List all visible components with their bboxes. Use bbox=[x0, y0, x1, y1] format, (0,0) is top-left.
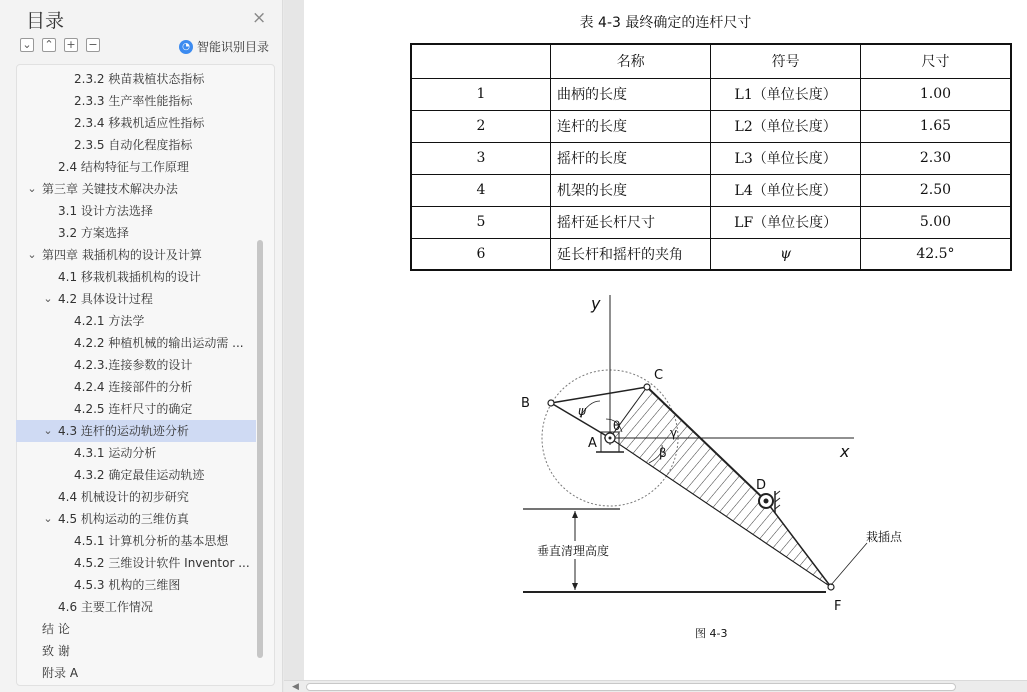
toc-item-label: 4.1 移栽机栽插机构的设计 bbox=[58, 270, 201, 284]
toc-item[interactable] bbox=[16, 178, 256, 200]
add-entry-icon[interactable]: + bbox=[64, 38, 78, 52]
table-row bbox=[411, 78, 1011, 110]
toc-item-label: 2.3.4 移栽机适应性指标 bbox=[74, 116, 205, 130]
toc-item[interactable] bbox=[16, 530, 256, 552]
toc-item-label: 3.1 设计方法选择 bbox=[58, 204, 153, 218]
toc-item[interactable] bbox=[16, 442, 256, 464]
table-row bbox=[411, 206, 1011, 238]
pivot-d-center bbox=[764, 499, 769, 504]
toc-item-label: 2.3.3 生产率性能指标 bbox=[74, 94, 193, 108]
sidebar-title: 目录 bbox=[26, 10, 65, 32]
toc-item-label: 结 论 bbox=[42, 622, 70, 636]
toc-item[interactable] bbox=[16, 640, 256, 662]
toc-item-label: 4.5.1 计算机分析的基本思想 bbox=[74, 534, 229, 548]
table-cell: 1.00 bbox=[860, 78, 1011, 110]
toc-item[interactable] bbox=[16, 332, 256, 354]
label-point-a: A bbox=[588, 436, 597, 451]
insert-leader-line bbox=[831, 543, 867, 585]
table-cell: 机架的长度 bbox=[550, 174, 710, 206]
toc-item[interactable] bbox=[16, 200, 256, 222]
document-page bbox=[304, 0, 1027, 680]
toc-item-label: 4.2.3.连接参数的设计 bbox=[74, 358, 193, 372]
toc-item-label: 4.2.4 连接部件的分析 bbox=[74, 380, 193, 394]
toc-list bbox=[16, 68, 256, 684]
horizontal-scroll-thumb[interactable] bbox=[306, 683, 956, 691]
scroll-left-icon[interactable]: ◀ bbox=[292, 682, 299, 692]
toc-item[interactable] bbox=[16, 662, 256, 684]
figure-caption: 图 4-3 bbox=[695, 627, 728, 640]
toc-item[interactable] bbox=[16, 244, 256, 266]
toc-item-label: 4.4 机械设计的初步研究 bbox=[58, 490, 189, 504]
smart-toc-button[interactable] bbox=[179, 38, 269, 55]
toc-item[interactable] bbox=[16, 68, 256, 90]
toc-item-label: 4.3.2 确定最佳运动轨迹 bbox=[74, 468, 205, 482]
toc-item-label: 4.5.3 机构的三维图 bbox=[74, 578, 181, 592]
header-cell: 尺寸 bbox=[860, 44, 1011, 78]
smart-toc-label: 智能识别目录 bbox=[197, 40, 270, 54]
table-cell: 42.5° bbox=[860, 238, 1011, 270]
coupler-link bbox=[551, 387, 647, 403]
toc-item[interactable] bbox=[16, 288, 256, 310]
toc-item[interactable] bbox=[16, 398, 256, 420]
table-cell: 5.00 bbox=[860, 206, 1011, 238]
toc-item-label: 2.3.2 秧苗栽植状态指标 bbox=[74, 72, 205, 86]
x-axis-label: x bbox=[840, 442, 850, 461]
toc-item[interactable] bbox=[16, 134, 256, 156]
table-cell: 2.30 bbox=[860, 142, 1011, 174]
toc-item[interactable] bbox=[16, 596, 256, 618]
linkage-diagram bbox=[304, 285, 1027, 645]
table-header-row bbox=[411, 44, 1011, 78]
table-row bbox=[411, 174, 1011, 206]
height-label: 垂直清理高度 bbox=[537, 544, 610, 558]
table-cell: L3（单位长度） bbox=[711, 142, 861, 174]
toc-item-label: 4.5.2 三维设计软件 Inventor ... bbox=[74, 556, 250, 570]
toc-item[interactable] bbox=[16, 310, 256, 332]
insert-point-label: 栽插点 bbox=[866, 530, 903, 544]
toc-item[interactable] bbox=[16, 574, 256, 596]
toc-item[interactable] bbox=[16, 508, 256, 530]
collapse-all-icon[interactable]: ⌃ bbox=[42, 38, 56, 52]
toc-sidebar bbox=[0, 0, 283, 692]
pivot-a-center bbox=[609, 437, 612, 440]
toc-item-label: 4.5 机构运动的三维仿真 bbox=[58, 512, 189, 526]
label-point-f: F bbox=[834, 599, 842, 614]
toc-item[interactable] bbox=[16, 354, 256, 376]
toc-item-label: 第四章 栽插机构的设计及计算 bbox=[42, 248, 202, 262]
table-cell: 5 bbox=[411, 206, 550, 238]
close-icon[interactable]: × bbox=[252, 8, 267, 28]
table-cell: 6 bbox=[411, 238, 550, 270]
joint-c bbox=[644, 384, 650, 390]
label-point-d: D bbox=[756, 478, 767, 493]
table-cell: 2.50 bbox=[860, 174, 1011, 206]
label-angle-gamma: γ bbox=[670, 426, 678, 440]
label-point-c: C bbox=[654, 368, 664, 383]
toc-item-label: 3.2 方案选择 bbox=[58, 226, 129, 240]
height-arrow-bottom bbox=[572, 583, 578, 590]
table-caption: 表 4-3 最终确定的连杆尺寸 bbox=[579, 15, 752, 31]
label-angle-beta: β bbox=[659, 446, 667, 460]
toc-item-label: 4.6 主要工作情况 bbox=[58, 600, 153, 614]
table-row bbox=[411, 238, 1011, 270]
header-cell: 名称 bbox=[550, 44, 710, 78]
label-angle-theta: θ bbox=[613, 419, 621, 433]
header-cell: 符号 bbox=[711, 44, 861, 78]
table-cell: 曲柄的长度 bbox=[550, 78, 710, 110]
y-axis-label: y bbox=[591, 294, 601, 313]
expand-all-icon[interactable]: ⌄ bbox=[20, 38, 34, 52]
toc-item-label: 致 谢 bbox=[42, 644, 70, 658]
toc-item-label: 4.3 连杆的运动轨迹分析 bbox=[58, 424, 189, 438]
table-cell: L2（单位长度） bbox=[711, 110, 861, 142]
table-row bbox=[411, 142, 1011, 174]
toc-item[interactable] bbox=[16, 90, 256, 112]
table-cell: 1 bbox=[411, 78, 550, 110]
chevron-down-icon[interactable]: ⌄ bbox=[43, 292, 53, 305]
table-cell: 摇杆延长杆尺寸 bbox=[550, 206, 710, 238]
toc-item-label: 4.2 具体设计过程 bbox=[58, 292, 153, 306]
horizontal-scrollbar[interactable] bbox=[284, 680, 1027, 692]
table-cell: L4（单位长度） bbox=[711, 174, 861, 206]
toc-item-label: 4.2.1 方法学 bbox=[74, 314, 145, 328]
chevron-down-icon[interactable]: ⌄ bbox=[43, 424, 53, 437]
toc-item[interactable] bbox=[16, 618, 256, 640]
toc-toolbar bbox=[20, 38, 100, 52]
table-row bbox=[411, 110, 1011, 142]
table-cell: 3 bbox=[411, 142, 550, 174]
toc-item-label: 2.3.5 自动化程度指标 bbox=[74, 138, 193, 152]
toc-scrollbar[interactable] bbox=[257, 240, 263, 658]
toc-item-label: 附录 A bbox=[42, 666, 79, 680]
toc-item-label: 4.2.2 种植机械的输出运动需 ... bbox=[74, 336, 244, 350]
toc-item[interactable] bbox=[16, 266, 256, 288]
chevron-down-icon[interactable]: ⌄ bbox=[27, 182, 37, 195]
label-angle-psi: ψ bbox=[578, 404, 586, 418]
toc-item-label: 4.3.1 运动分析 bbox=[74, 446, 157, 460]
chevron-down-icon[interactable]: ⌄ bbox=[43, 512, 53, 525]
table-cell: LF（单位长度） bbox=[711, 206, 861, 238]
label-point-b: B bbox=[521, 396, 530, 411]
table-cell: 1.65 bbox=[860, 110, 1011, 142]
table-cell: 连杆的长度 bbox=[550, 110, 710, 142]
toc-item[interactable] bbox=[16, 464, 256, 486]
toc-item[interactable] bbox=[16, 222, 256, 244]
rocker-extension-body bbox=[610, 387, 831, 587]
toc-item[interactable] bbox=[16, 420, 256, 442]
toc-item[interactable] bbox=[16, 156, 256, 178]
table-cell: L1（单位长度） bbox=[711, 78, 861, 110]
smart-recognize-icon: ◔ bbox=[179, 40, 193, 54]
toc-item[interactable] bbox=[16, 486, 256, 508]
table-cell: 延长杆和摇杆的夹角 bbox=[550, 238, 710, 270]
header-cell bbox=[411, 44, 550, 78]
toc-item-label: 4.2.5 连杆尺寸的确定 bbox=[74, 402, 193, 416]
toc-item[interactable] bbox=[16, 112, 256, 134]
toc-item-label: 第三章 关键技术解决办法 bbox=[42, 182, 178, 196]
toc-item[interactable] bbox=[16, 376, 256, 398]
table-cell: ψ bbox=[711, 238, 861, 270]
toc-item[interactable] bbox=[16, 552, 256, 574]
table-cell: 摇杆的长度 bbox=[550, 142, 710, 174]
remove-entry-icon[interactable]: − bbox=[86, 38, 100, 52]
linkage-size-table bbox=[410, 43, 1012, 271]
table-cell: 4 bbox=[411, 174, 550, 206]
chevron-down-icon[interactable]: ⌄ bbox=[27, 248, 37, 261]
document-gutter bbox=[284, 0, 304, 680]
toc-item-label: 2.4 结构特征与工作原理 bbox=[58, 160, 189, 174]
table-cell: 2 bbox=[411, 110, 550, 142]
joint-b bbox=[548, 400, 554, 406]
height-arrow-top bbox=[572, 511, 578, 518]
